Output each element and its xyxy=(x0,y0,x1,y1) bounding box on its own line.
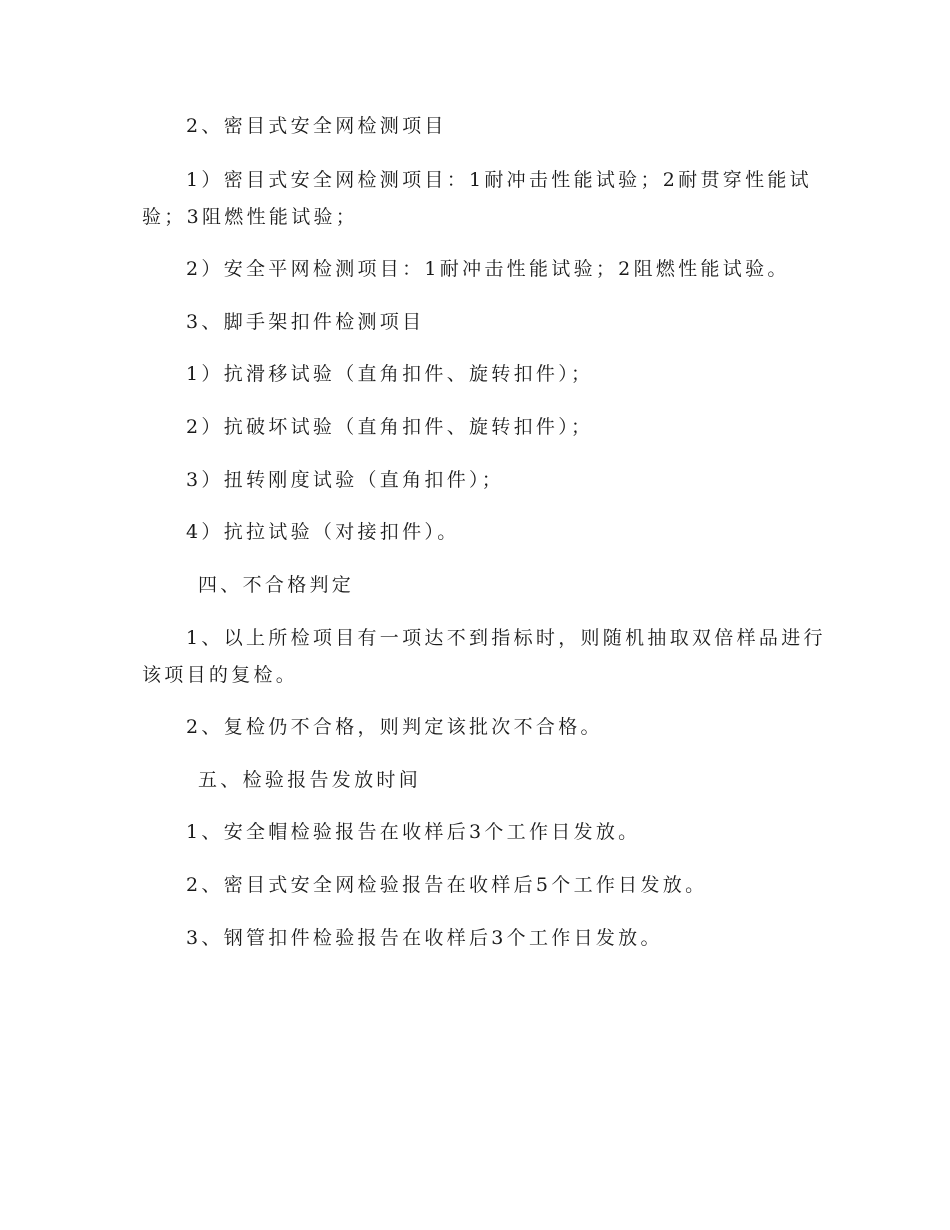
paragraph-line-continued: 该项目的复检。 xyxy=(142,664,299,686)
list-item: 4）抗拉试验（对接扣件）。 xyxy=(186,521,460,543)
subsection-heading-scaffold-fastener: 3、脚手架扣件检测项目 xyxy=(186,311,425,333)
list-item: 3）扭转刚度试验（直角扣件）； xyxy=(186,469,505,491)
section-heading-nonconformance: 四、不合格判定 xyxy=(198,574,355,596)
section-heading-report-issue-time: 五、检验报告发放时间 xyxy=(198,769,422,791)
paragraph-line: 2、复检仍不合格，则判定该批次不合格。 xyxy=(186,716,603,738)
list-item: 2）抗破坏试验（直角扣件、旋转扣件）； xyxy=(186,416,594,438)
paragraph-line: 2）安全平网检测项目：1耐冲击性能试验；2阻燃性能试验。 xyxy=(186,258,790,280)
paragraph-line: 1）密目式安全网检测项目：1耐冲击性能试验；2耐贯穿性能试 xyxy=(186,169,812,191)
paragraph-line-continued: 验；3阻燃性能试验； xyxy=(142,206,359,228)
paragraph-line: 1、安全帽检验报告在收样后3个工作日发放。 xyxy=(186,821,641,843)
paragraph-line: 1、以上所检项目有一项达不到指标时，则随机抽取双倍样品进行 xyxy=(186,627,826,649)
subsection-heading-safety-net: 2、密目式安全网检测项目 xyxy=(186,115,447,137)
list-item: 1）抗滑移试验（直角扣件、旋转扣件）； xyxy=(186,363,594,385)
paragraph-line: 2、密目式安全网检验报告在收样后5个工作日发放。 xyxy=(186,874,708,896)
paragraph-line: 3、钢管扣件检验报告在收样后3个工作日发放。 xyxy=(186,927,663,949)
